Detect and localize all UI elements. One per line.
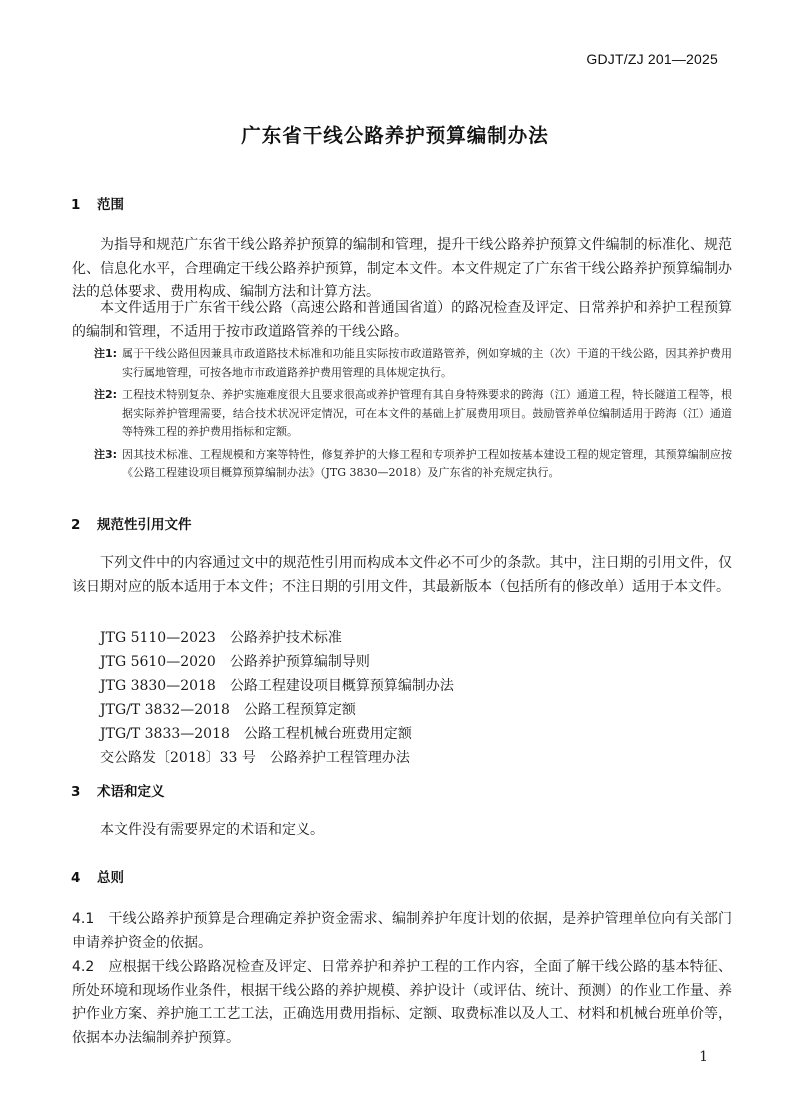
section-heading-4: [71, 866, 124, 886]
clause-4-1: [72, 908, 732, 955]
reference-name: 公路养护预算编制导则: [229, 654, 370, 670]
section-number: 1: [71, 197, 81, 213]
clause-text: 干线公路养护预算是合理确定养护资金需求、编制养护年度计划的依据，是养护管理单位向有关部门申请养护资金的依据。: [72, 911, 732, 951]
page-number: 1: [699, 1049, 708, 1065]
section-title: 规范性引用文件: [97, 517, 192, 533]
note-label: 注3:: [94, 447, 118, 461]
clause-number: 4.2: [72, 959, 95, 975]
standard-code: GDJT/ZJ 201—2025: [586, 51, 718, 67]
paragraph: 本文件没有需要界定的术语和定义。: [100, 822, 324, 838]
section-number: 2: [71, 517, 81, 533]
note-text: 工程技术特别复杂、养护实施难度很大且要求很高或养护管理有其自身特殊要求的跨海（江）通道工程，特长隧道工程等，根据实际养护管理需要，结合技术状况评定情况，可在本文件的基础上扩展费用项目。鼓励管养单位编制适用于跨海（江）通道等特殊工程的养护费用指标和定额。: [122, 388, 732, 438]
clause-text: 应根据干线公路路况检查及评定、日常养护和养护工程的工作内容，全面了解干线公路的基本特征、所处环境和现场作业条件，根据干线公路的养护规模、养护设计（或评估、统计、预测）的作业工作量、养护作业方案、养护施工工艺工法，正确选用费用指标、定额、取费标准以及人工、材料和机械台班单价等，依据本办法编制养护预算。: [72, 959, 732, 1046]
section-heading-2: [71, 513, 192, 533]
reference-item: [100, 722, 454, 746]
reference-item: [100, 698, 454, 722]
reference-code: JTG 5110—2023: [100, 630, 216, 646]
clause-number: 4.1: [72, 911, 95, 927]
note-label: 注1:: [94, 347, 118, 360]
reference-name: 公路养护工程管理办法: [269, 750, 410, 766]
note-text: 属于干线公路但因兼具市政道路技术标准和功能且实际按市政道路管养，例如穿城的主（次）干道的干线公路，因其养护费用实行属地管理，可按各地市市政道路养护费用管理的具体规定执行。: [122, 347, 732, 379]
reference-code: 交公路发〔2018〕33 号: [100, 750, 256, 766]
paragraph: 本文件适用于广东省干线公路（高速公路和普通国省道）的路况检查及评定、日常养护和养护工程预算的编制和管理，不适用于按市政道路管养的干线公路。: [72, 300, 732, 340]
note-label: 注2:: [94, 388, 118, 401]
paragraph: 为指导和规范广东省干线公路养护预算的编制和管理，提升干线公路养护预算文件编制的标准化、规范化、信息化水平，合理确定干线公路养护预算，制定本文件。本文件规定了广东省干线公路养护预算编制办法的总体要求、费用构成、编制方法和计算方法。: [72, 237, 732, 300]
paragraph: 下列文件中的内容通过文中的规范性引用而构成本文件必不可少的条款。其中，注日期的引用文件，仅该日期对应的版本适用于本文件；不注日期的引用文件，其最新版本（包括所有的修改单）适用于本文件。: [72, 555, 732, 595]
section-title: 范围: [97, 197, 124, 213]
section-heading-1: [71, 193, 124, 213]
note: [72, 386, 732, 442]
section-title: 术语和定义: [97, 784, 165, 800]
note-text: 因其技术标准、工程规模和方案等特性，修复养护的大修工程和专项养护工程如按基本建设工程的规定管理，其预算编制应按《公路工程建设项目概算预算编制办法》（JTG 3830—2018）及广东省的补充规定执行。: [122, 447, 732, 479]
clause-4-2: [72, 956, 732, 1050]
reference-name: 公路养护技术标准: [229, 630, 342, 646]
reference-item: [100, 746, 454, 770]
reference-item: [100, 626, 454, 650]
reference-name: 公路工程机械台班费用定额: [243, 726, 412, 742]
reference-code: JTG/T 3832—2018: [100, 702, 230, 718]
reference-code: JTG 3830—2018: [100, 678, 216, 694]
reference-item: [100, 674, 454, 698]
note: [72, 446, 732, 483]
reference-code: JTG 5610—2020: [100, 654, 216, 670]
section-number: 3: [71, 784, 81, 800]
reference-list: [100, 626, 454, 770]
document-title: 广东省干线公路养护预算编制办法: [241, 124, 549, 147]
section-heading-3: [71, 780, 165, 800]
section-number: 4: [71, 870, 81, 886]
notes-block: [72, 345, 732, 483]
reference-item: [100, 650, 454, 674]
reference-name: 公路工程建设项目概算预算编制办法: [229, 678, 454, 694]
note: [72, 345, 732, 382]
reference-code: JTG/T 3833—2018: [100, 726, 230, 742]
reference-name: 公路工程预算定额: [243, 702, 356, 718]
section-title: 总则: [97, 870, 124, 886]
